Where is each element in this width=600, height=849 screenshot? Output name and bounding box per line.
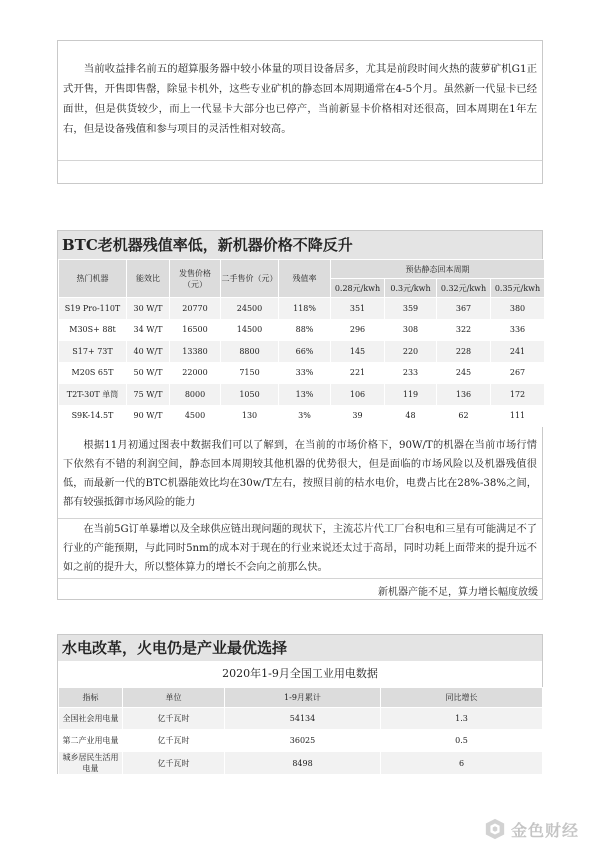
table-cell-p1: 106 bbox=[331, 384, 385, 406]
table-cell-p1: 296 bbox=[331, 319, 385, 341]
table-cell-launch: 13380 bbox=[170, 341, 221, 363]
col-header-used-price: 二手售价（元） bbox=[221, 260, 279, 298]
table-row bbox=[59, 708, 543, 730]
jinse-logo-text: 金色财经 bbox=[511, 820, 580, 840]
col-header-cumulative: 1-9月累计 bbox=[225, 688, 381, 708]
table-cell-efficiency: 30 W/T bbox=[127, 298, 170, 320]
btc-machine-table bbox=[58, 259, 545, 427]
col-header-residual: 残值率 bbox=[279, 260, 331, 298]
table-cell-launch: 4500 bbox=[170, 405, 221, 427]
table-row bbox=[59, 362, 545, 384]
table-row bbox=[59, 752, 543, 775]
table-cell-p4: 241 bbox=[491, 341, 545, 363]
table-row bbox=[59, 298, 545, 320]
table-cell-used: 7150 bbox=[221, 362, 279, 384]
table-cell-residual: 118% bbox=[279, 298, 331, 320]
table-cell-unit: 亿千瓦时 bbox=[123, 752, 225, 775]
table-cell-p2: 308 bbox=[385, 319, 437, 341]
table-cell-used: 24500 bbox=[221, 298, 279, 320]
table-cell-launch: 20770 bbox=[170, 298, 221, 320]
col-header-payback-group: 预估静态回本周期 bbox=[331, 260, 545, 279]
table-cell-efficiency: 90 W/T bbox=[127, 405, 170, 427]
col-header-indicator: 指标 bbox=[59, 688, 123, 708]
table-cell-p1: 39 bbox=[331, 405, 385, 427]
jinse-logo bbox=[484, 817, 579, 841]
table-cell-unit: 亿千瓦时 bbox=[123, 730, 225, 752]
col-header-rate: 0.32元/kwh bbox=[437, 279, 491, 298]
table-cell-model: M20S 65T bbox=[59, 362, 127, 384]
table-cell-cumulative: 8498 bbox=[225, 752, 381, 775]
table-cell-indicator: 全国社会用电量 bbox=[59, 708, 123, 730]
table-cell-efficiency: 34 W/T bbox=[127, 319, 170, 341]
table-cell-cumulative: 36025 bbox=[225, 730, 381, 752]
col-header-rate: 0.35元/kwh bbox=[491, 279, 545, 298]
table-cell-p3: 367 bbox=[437, 298, 491, 320]
table-cell-efficiency: 40 W/T bbox=[127, 341, 170, 363]
hydro-section-title: 水电改革，火电仍是产业最优选择 bbox=[58, 635, 542, 661]
table-cell-indicator: 城乡居民生活用电量 bbox=[59, 752, 123, 775]
btc-analysis-paragraph: 根据11月初通过图表中数据我们可以了解到，在当前的市场价格下，90W/T的机器在当前市场行情下依然有不错的利润空间，静态回本周期较其他机器的优势很大，但是面临的市场风险以及机器残值很低，而最新一代的BTC机器能效比均在30w/T左右，按照目前的枯水电价，电费占比在28%-38%之间，都有较强抵御市场风险的能力 bbox=[63, 440, 537, 508]
table-cell-p1: 145 bbox=[331, 341, 385, 363]
btc-section bbox=[57, 230, 543, 600]
table-row bbox=[59, 730, 543, 752]
btc-divider bbox=[58, 578, 542, 579]
table-cell-p3: 322 bbox=[437, 319, 491, 341]
col-header-model: 热门机器 bbox=[59, 260, 127, 298]
table-cell-residual: 33% bbox=[279, 362, 331, 384]
table-cell-p3: 62 bbox=[437, 405, 491, 427]
table-cell-p2: 233 bbox=[385, 362, 437, 384]
table-cell-p2: 48 bbox=[385, 405, 437, 427]
table-cell-p1: 221 bbox=[331, 362, 385, 384]
table-cell-p3: 228 bbox=[437, 341, 491, 363]
table-cell-unit: 亿千瓦时 bbox=[123, 708, 225, 730]
table-cell-model: M30S+ 88t bbox=[59, 319, 127, 341]
intro-divider bbox=[58, 160, 542, 161]
table-cell-growth: 0.5 bbox=[381, 730, 543, 752]
table-cell-model: S19 Pro-110T bbox=[59, 298, 127, 320]
col-header-efficiency: 能效比 bbox=[127, 260, 170, 298]
table-cell-model: T2T-30T 单筒 bbox=[59, 384, 127, 406]
table-cell-p4: 380 bbox=[491, 298, 545, 320]
table-cell-growth: 1.3 bbox=[381, 708, 543, 730]
table-cell-p1: 351 bbox=[331, 298, 385, 320]
btc-divider bbox=[58, 518, 542, 519]
intro-section bbox=[57, 40, 543, 184]
table-cell-launch: 8000 bbox=[170, 384, 221, 406]
table-cell-p4: 336 bbox=[491, 319, 545, 341]
table-cell-launch: 16500 bbox=[170, 319, 221, 341]
col-header-launch-price: 发售价格（元） bbox=[170, 260, 221, 298]
table-row bbox=[59, 341, 545, 363]
jinse-logo-icon bbox=[484, 818, 506, 840]
table-cell-residual: 66% bbox=[279, 341, 331, 363]
electricity-table bbox=[58, 687, 543, 775]
table-cell-residual: 13% bbox=[279, 384, 331, 406]
table-cell-launch: 22000 bbox=[170, 362, 221, 384]
table-cell-indicator: 第二产业用电量 bbox=[59, 730, 123, 752]
table-row bbox=[59, 384, 545, 406]
table-cell-model: S9K-14.5T bbox=[59, 405, 127, 427]
table-cell-residual: 88% bbox=[279, 319, 331, 341]
table-cell-efficiency: 75 W/T bbox=[127, 384, 170, 406]
table-cell-used: 1050 bbox=[221, 384, 279, 406]
table-row bbox=[59, 405, 545, 427]
table-cell-model: S17+ 73T bbox=[59, 341, 127, 363]
table-cell-p2: 119 bbox=[385, 384, 437, 406]
table-cell-growth: 6 bbox=[381, 752, 543, 775]
intro-paragraph: 当前收益排名前五的超算服务器中较小体量的项目设备居多，尤其是前段时间火热的菠萝矿机G1正式开售，开售即售罄，除显卡机外，这些专业矿机的静态回本周期通常在4-5个月。虽然新一代显卡已经面世，但是供货较少，而上一代显卡大部分也已停产，当前新显卡价格相对还很高，回本周期在1年左右，但是设备残值和参与项目的灵活性相对较高。 bbox=[63, 63, 537, 135]
table-cell-p2: 359 bbox=[385, 298, 437, 320]
table-row bbox=[59, 319, 545, 341]
chip-supply-paragraph: 在当前5G订单暴增以及全球供应链出现问题的现状下，主流芯片代工厂台积电和三星有可能满足不了行业的产能预期，与此同时5nm的成本对于现在的行业来说还太过于高昂，同时功耗上面带来的提升远不如之前的提升大，所以整体算力的增长不会向之前那么快。 bbox=[63, 524, 537, 573]
col-header-rate: 0.3元/kwh bbox=[385, 279, 437, 298]
col-header-growth: 同比增长 bbox=[381, 688, 543, 708]
table-cell-p3: 245 bbox=[437, 362, 491, 384]
table-cell-used: 8800 bbox=[221, 341, 279, 363]
table-cell-used: 130 bbox=[221, 405, 279, 427]
table-cell-used: 14500 bbox=[221, 319, 279, 341]
hydro-section bbox=[57, 634, 543, 774]
electricity-table-caption: 2020年1-9月全国工业用电数据 bbox=[222, 667, 378, 680]
table-cell-p2: 220 bbox=[385, 341, 437, 363]
table-cell-efficiency: 50 W/T bbox=[127, 362, 170, 384]
table-cell-p4: 111 bbox=[491, 405, 545, 427]
btc-section-title: BTC老机器残值率低，新机器价格不降反升 bbox=[58, 231, 542, 259]
col-header-rate: 0.28元/kwh bbox=[331, 279, 385, 298]
col-header-unit: 单位 bbox=[123, 688, 225, 708]
table-cell-cumulative: 54134 bbox=[225, 708, 381, 730]
table-cell-residual: 3% bbox=[279, 405, 331, 427]
table-cell-p4: 172 bbox=[491, 384, 545, 406]
btc-note: 新机器产能不足，算力增长幅度放缓 bbox=[378, 587, 538, 598]
table-cell-p3: 136 bbox=[437, 384, 491, 406]
table-cell-p4: 267 bbox=[491, 362, 545, 384]
